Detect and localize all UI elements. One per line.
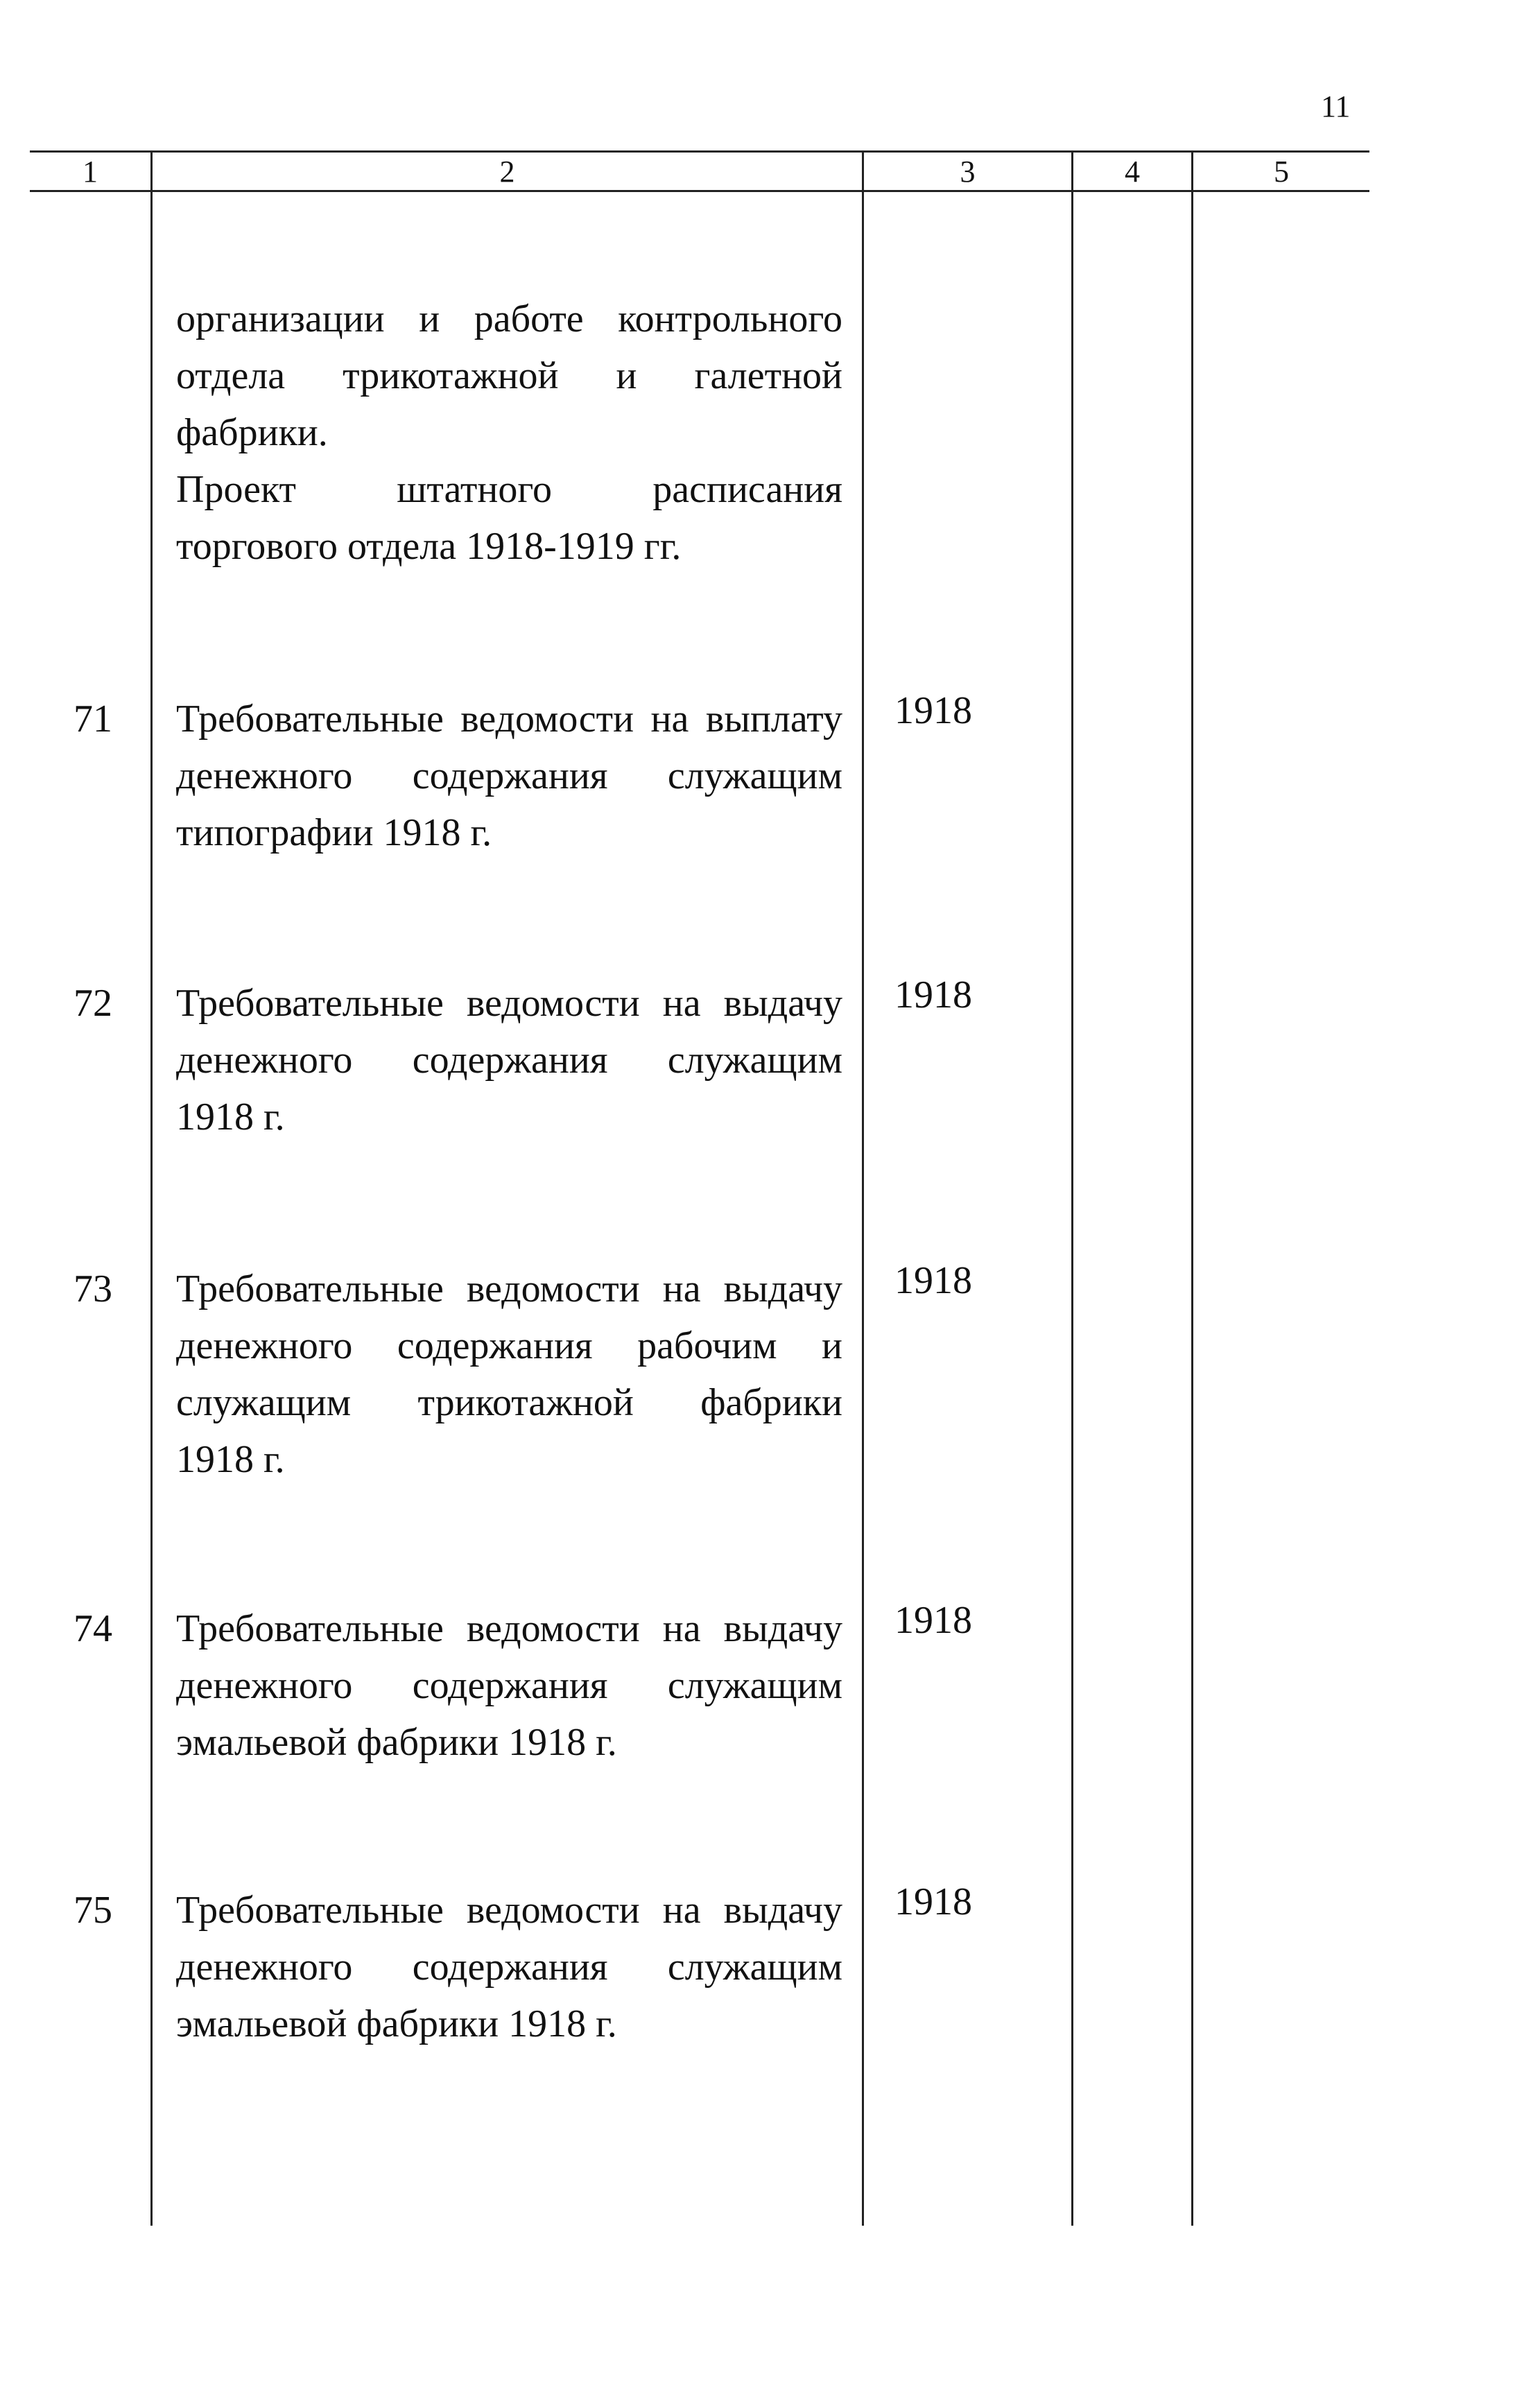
- row-description: [176, 1600, 842, 1771]
- text-line: денежного содержания служащим: [176, 1664, 842, 1707]
- page-number: 11: [1321, 89, 1351, 123]
- column-divider: [1071, 150, 1073, 2226]
- column-header-2: 2: [499, 155, 515, 189]
- continuation-description: [176, 291, 842, 575]
- column-divider: [150, 150, 153, 2226]
- text-line: Требовательные ведомости на выдачу: [176, 1267, 842, 1310]
- text-line: эмальевой фабрики 1918 г.: [176, 2002, 617, 2045]
- column-header-5: 5: [1274, 155, 1289, 189]
- row-year: 1918: [894, 1259, 972, 1302]
- text-line: Проект штатного расписания: [176, 468, 842, 511]
- text-line: эмальевой фабрики 1918 г.: [176, 1721, 617, 1764]
- column-header-3: 3: [960, 155, 976, 189]
- row-number: 75: [73, 1889, 112, 1932]
- text-line: Требовательные ведомости на выдачу: [176, 982, 842, 1025]
- row-description: [176, 975, 842, 1145]
- table-top-border: [30, 150, 1369, 153]
- text-line: организации и работе контрольного: [176, 297, 842, 340]
- text-line: торгового отдела 1918-1919 гг.: [176, 525, 682, 568]
- row-description: [176, 691, 842, 861]
- row-number: 74: [73, 1607, 112, 1650]
- text-line: типографии 1918 г.: [176, 811, 492, 854]
- text-line: фабрики.: [176, 411, 328, 454]
- row-description: [176, 1261, 842, 1488]
- column-header-1: 1: [83, 155, 98, 189]
- text-line: Требовательные ведомости на выдачу: [176, 1889, 842, 1932]
- text-line: Требовательные ведомости на выдачу: [176, 1607, 842, 1650]
- text-line: денежного содержания служащим: [176, 1039, 842, 1082]
- row-year: 1918: [894, 1880, 972, 1923]
- text-line: Требовательные ведомости на выплату: [176, 698, 842, 741]
- column-divider: [862, 150, 864, 2226]
- text-line: денежного содержания рабочим и: [176, 1324, 842, 1367]
- row-number: 71: [73, 698, 112, 741]
- text-line: отдела трикотажной и галетной: [176, 354, 842, 397]
- row-number: 72: [73, 982, 112, 1025]
- text-line: служащим трикотажной фабрики: [176, 1381, 842, 1424]
- column-divider: [1191, 150, 1193, 2226]
- header-bottom-border: [30, 190, 1369, 192]
- text-line: 1918 г.: [176, 1096, 285, 1138]
- text-line: денежного содержания служащим: [176, 754, 842, 797]
- row-year: 1918: [894, 973, 972, 1016]
- row-year: 1918: [894, 689, 972, 732]
- row-number: 73: [73, 1267, 112, 1310]
- column-header-4: 4: [1125, 155, 1140, 189]
- row-year: 1918: [894, 1599, 972, 1642]
- text-line: денежного содержания служащим: [176, 1946, 842, 1989]
- row-description: [176, 1882, 842, 2052]
- text-line: 1918 г.: [176, 1438, 285, 1481]
